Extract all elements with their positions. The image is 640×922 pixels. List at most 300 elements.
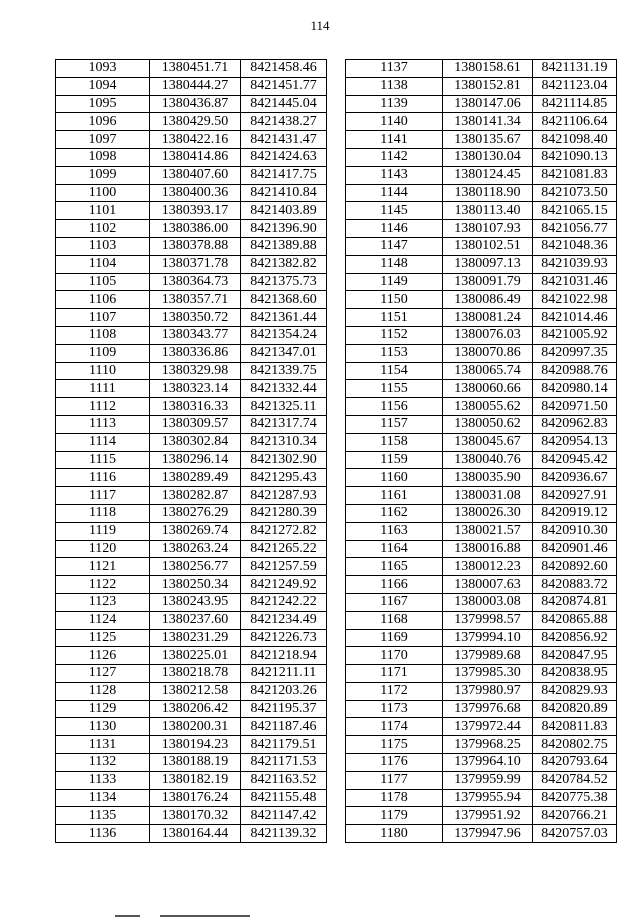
y-coordinate-cell: 8421081.83: [533, 166, 617, 184]
y-coordinate-cell: 8420847.95: [533, 647, 617, 665]
y-coordinate-cell: 8421114.85: [533, 95, 617, 113]
point-number-cell: 1099: [56, 166, 150, 184]
x-coordinate-cell: 1380243.95: [150, 593, 241, 611]
y-coordinate-cell: 8421098.40: [533, 131, 617, 149]
y-coordinate-cell: 8421171.53: [241, 754, 327, 772]
x-coordinate-cell: 1380188.19: [150, 754, 241, 772]
point-number-cell: 1127: [56, 665, 150, 683]
table-row: [56, 309, 327, 327]
table-row: [56, 469, 327, 487]
x-coordinate-cell: 1379955.94: [443, 789, 533, 807]
y-coordinate-cell: 8421424.63: [241, 148, 327, 166]
y-coordinate-cell: 8421310.34: [241, 433, 327, 451]
y-coordinate-cell: 8420874.81: [533, 593, 617, 611]
point-number-cell: 1123: [56, 593, 150, 611]
y-coordinate-cell: 8421368.60: [241, 291, 327, 309]
y-coordinate-cell: 8421005.92: [533, 326, 617, 344]
table-row: [346, 665, 617, 683]
point-number-cell: 1098: [56, 148, 150, 166]
table-row: [56, 380, 327, 398]
point-number-cell: 1151: [346, 309, 443, 327]
point-number-cell: 1121: [56, 558, 150, 576]
y-coordinate-cell: 8421339.75: [241, 362, 327, 380]
point-number-cell: 1145: [346, 202, 443, 220]
point-number-cell: 1157: [346, 415, 443, 433]
y-coordinate-cell: 8421187.46: [241, 718, 327, 736]
table-row: [346, 593, 617, 611]
y-coordinate-cell: 8421048.36: [533, 237, 617, 255]
y-coordinate-cell: 8421295.43: [241, 469, 327, 487]
table-row: [346, 309, 617, 327]
table-row: [346, 220, 617, 238]
x-coordinate-cell: 1380436.87: [150, 95, 241, 113]
y-coordinate-cell: 8420802.75: [533, 736, 617, 754]
table-row: [346, 807, 617, 825]
table-row: [56, 647, 327, 665]
y-coordinate-cell: 8420988.76: [533, 362, 617, 380]
x-coordinate-cell: 1379964.10: [443, 754, 533, 772]
y-coordinate-cell: 8421218.94: [241, 647, 327, 665]
x-coordinate-cell: 1380269.74: [150, 522, 241, 540]
table-row: [56, 326, 327, 344]
table-row: [346, 415, 617, 433]
y-coordinate-cell: 8421347.01: [241, 344, 327, 362]
table-row: [56, 60, 327, 78]
point-number-cell: 1118: [56, 504, 150, 522]
point-number-cell: 1137: [346, 60, 443, 78]
y-coordinate-cell: 8421195.37: [241, 700, 327, 718]
table-row: [346, 540, 617, 558]
y-coordinate-cell: 8420919.12: [533, 504, 617, 522]
point-number-cell: 1147: [346, 237, 443, 255]
x-coordinate-cell: 1379972.44: [443, 718, 533, 736]
y-coordinate-cell: 8421139.32: [241, 825, 327, 843]
table-row: [346, 113, 617, 131]
x-coordinate-cell: 1380141.34: [443, 113, 533, 131]
y-coordinate-cell: 8421234.49: [241, 611, 327, 629]
point-number-cell: 1150: [346, 291, 443, 309]
point-number-cell: 1134: [56, 789, 150, 807]
point-number-cell: 1161: [346, 487, 443, 505]
table-row: [346, 469, 617, 487]
table-row: [346, 273, 617, 291]
x-coordinate-cell: 1380040.76: [443, 451, 533, 469]
table-row: [346, 718, 617, 736]
y-coordinate-cell: 8420820.89: [533, 700, 617, 718]
table-row: [56, 522, 327, 540]
x-coordinate-cell: 1380250.34: [150, 576, 241, 594]
point-number-cell: 1115: [56, 451, 150, 469]
point-number-cell: 1106: [56, 291, 150, 309]
x-coordinate-cell: 1380276.29: [150, 504, 241, 522]
point-number-cell: 1105: [56, 273, 150, 291]
table-row: [346, 166, 617, 184]
y-coordinate-cell: 8420784.52: [533, 771, 617, 789]
table-row: [56, 576, 327, 594]
y-coordinate-cell: 8421417.75: [241, 166, 327, 184]
y-coordinate-cell: 8421014.46: [533, 309, 617, 327]
y-coordinate-cell: 8421302.90: [241, 451, 327, 469]
point-number-cell: 1102: [56, 220, 150, 238]
y-coordinate-cell: 8420954.13: [533, 433, 617, 451]
x-coordinate-cell: 1380016.88: [443, 540, 533, 558]
point-number-cell: 1103: [56, 237, 150, 255]
table-row: [56, 682, 327, 700]
x-coordinate-cell: 1379980.97: [443, 682, 533, 700]
point-number-cell: 1168: [346, 611, 443, 629]
x-coordinate-cell: 1379994.10: [443, 629, 533, 647]
x-coordinate-cell: 1380176.24: [150, 789, 241, 807]
point-number-cell: 1120: [56, 540, 150, 558]
y-coordinate-cell: 8421332.44: [241, 380, 327, 398]
y-coordinate-cell: 8421375.73: [241, 273, 327, 291]
y-coordinate-cell: 8421361.44: [241, 309, 327, 327]
table-row: [346, 487, 617, 505]
point-number-cell: 1177: [346, 771, 443, 789]
x-coordinate-cell: 1380107.93: [443, 220, 533, 238]
y-coordinate-cell: 8421458.46: [241, 60, 327, 78]
y-coordinate-cell: 8421056.77: [533, 220, 617, 238]
x-coordinate-cell: 1380050.62: [443, 415, 533, 433]
y-coordinate-cell: 8421287.93: [241, 487, 327, 505]
y-coordinate-cell: 8421242.22: [241, 593, 327, 611]
table-row: [346, 789, 617, 807]
x-coordinate-cell: 1380225.01: [150, 647, 241, 665]
table-row: [346, 611, 617, 629]
point-number-cell: 1156: [346, 398, 443, 416]
point-number-cell: 1125: [56, 629, 150, 647]
table-row: [346, 291, 617, 309]
table-row: [346, 771, 617, 789]
x-coordinate-cell: 1380336.86: [150, 344, 241, 362]
table-row: [346, 682, 617, 700]
x-coordinate-cell: 1379976.68: [443, 700, 533, 718]
table-row: [56, 825, 327, 843]
x-coordinate-cell: 1380124.45: [443, 166, 533, 184]
y-coordinate-cell: 8420945.42: [533, 451, 617, 469]
y-coordinate-cell: 8421280.39: [241, 504, 327, 522]
point-number-cell: 1095: [56, 95, 150, 113]
y-coordinate-cell: 8421203.26: [241, 682, 327, 700]
x-coordinate-cell: 1380200.31: [150, 718, 241, 736]
point-number-cell: 1180: [346, 825, 443, 843]
point-number-cell: 1170: [346, 647, 443, 665]
point-number-cell: 1153: [346, 344, 443, 362]
table-row: [346, 754, 617, 772]
y-coordinate-cell: 8421073.50: [533, 184, 617, 202]
table-row: [346, 736, 617, 754]
y-coordinate-cell: 8420927.91: [533, 487, 617, 505]
y-coordinate-cell: 8420865.88: [533, 611, 617, 629]
x-coordinate-cell: 1379947.96: [443, 825, 533, 843]
table-row: [56, 237, 327, 255]
point-number-cell: 1116: [56, 469, 150, 487]
y-coordinate-cell: 8420997.35: [533, 344, 617, 362]
x-coordinate-cell: 1380289.49: [150, 469, 241, 487]
point-number-cell: 1126: [56, 647, 150, 665]
point-number-cell: 1094: [56, 77, 150, 95]
x-coordinate-cell: 1380135.67: [443, 131, 533, 149]
point-number-cell: 1096: [56, 113, 150, 131]
x-coordinate-cell: 1380118.90: [443, 184, 533, 202]
table-row: [56, 148, 327, 166]
y-coordinate-cell: 8421163.52: [241, 771, 327, 789]
point-number-cell: 1133: [56, 771, 150, 789]
point-number-cell: 1162: [346, 504, 443, 522]
table-row: [346, 77, 617, 95]
point-number-cell: 1140: [346, 113, 443, 131]
point-number-cell: 1129: [56, 700, 150, 718]
point-number-cell: 1142: [346, 148, 443, 166]
x-coordinate-cell: 1379985.30: [443, 665, 533, 683]
point-number-cell: 1107: [56, 309, 150, 327]
x-coordinate-cell: 1380164.44: [150, 825, 241, 843]
y-coordinate-cell: 8421065.15: [533, 202, 617, 220]
x-coordinate-cell: 1380444.27: [150, 77, 241, 95]
x-coordinate-cell: 1380263.24: [150, 540, 241, 558]
point-number-cell: 1104: [56, 255, 150, 273]
point-number-cell: 1097: [56, 131, 150, 149]
point-number-cell: 1169: [346, 629, 443, 647]
table-row: [346, 362, 617, 380]
x-coordinate-cell: 1380212.58: [150, 682, 241, 700]
point-number-cell: 1148: [346, 255, 443, 273]
table-row: [56, 540, 327, 558]
x-coordinate-cell: 1380371.78: [150, 255, 241, 273]
y-coordinate-cell: 8420775.38: [533, 789, 617, 807]
point-number-cell: 1165: [346, 558, 443, 576]
x-coordinate-cell: 1380158.61: [443, 60, 533, 78]
x-coordinate-cell: 1380429.50: [150, 113, 241, 131]
y-coordinate-cell: 8421438.27: [241, 113, 327, 131]
y-coordinate-cell: 8421226.73: [241, 629, 327, 647]
table-row: [56, 558, 327, 576]
x-coordinate-cell: 1380055.62: [443, 398, 533, 416]
table-row: [56, 291, 327, 309]
point-number-cell: 1128: [56, 682, 150, 700]
page-number: 114: [310, 18, 330, 33]
table-row: [56, 184, 327, 202]
y-coordinate-cell: 8420936.67: [533, 469, 617, 487]
y-coordinate-cell: 8421317.74: [241, 415, 327, 433]
x-coordinate-cell: 1380182.19: [150, 771, 241, 789]
x-coordinate-cell: 1379998.57: [443, 611, 533, 629]
point-number-cell: 1159: [346, 451, 443, 469]
x-coordinate-cell: 1380237.60: [150, 611, 241, 629]
table-row: [56, 700, 327, 718]
point-number-cell: 1136: [56, 825, 150, 843]
point-number-cell: 1176: [346, 754, 443, 772]
x-coordinate-cell: 1380302.84: [150, 433, 241, 451]
point-number-cell: 1112: [56, 398, 150, 416]
table-row: [346, 451, 617, 469]
y-coordinate-cell: 8421249.92: [241, 576, 327, 594]
x-coordinate-cell: 1380065.74: [443, 362, 533, 380]
x-coordinate-cell: 1380026.30: [443, 504, 533, 522]
table-row: [56, 77, 327, 95]
point-number-cell: 1111: [56, 380, 150, 398]
point-number-cell: 1131: [56, 736, 150, 754]
table-row: [56, 415, 327, 433]
x-coordinate-cell: 1380309.57: [150, 415, 241, 433]
y-coordinate-cell: 8421272.82: [241, 522, 327, 540]
y-coordinate-cell: 8421106.64: [533, 113, 617, 131]
table-row: [56, 433, 327, 451]
x-coordinate-cell: 1380393.17: [150, 202, 241, 220]
y-coordinate-cell: 8421389.88: [241, 237, 327, 255]
footer-scan-mark: [160, 915, 250, 917]
point-number-cell: 1122: [56, 576, 150, 594]
x-coordinate-cell: 1380091.79: [443, 273, 533, 291]
table-row: [346, 237, 617, 255]
point-number-cell: 1144: [346, 184, 443, 202]
x-coordinate-cell: 1380081.24: [443, 309, 533, 327]
y-coordinate-cell: 8420838.95: [533, 665, 617, 683]
x-coordinate-cell: 1380422.16: [150, 131, 241, 149]
table-row: [346, 380, 617, 398]
table-row: [56, 487, 327, 505]
point-number-cell: 1155: [346, 380, 443, 398]
table-row: [56, 398, 327, 416]
y-coordinate-cell: 8421445.04: [241, 95, 327, 113]
x-coordinate-cell: 1380130.04: [443, 148, 533, 166]
x-coordinate-cell: 1380097.13: [443, 255, 533, 273]
y-coordinate-cell: 8421147.42: [241, 807, 327, 825]
x-coordinate-cell: 1380086.49: [443, 291, 533, 309]
x-coordinate-cell: 1380323.14: [150, 380, 241, 398]
x-coordinate-cell: 1380357.71: [150, 291, 241, 309]
table-row: [56, 789, 327, 807]
x-coordinate-cell: 1380316.33: [150, 398, 241, 416]
point-number-cell: 1160: [346, 469, 443, 487]
y-coordinate-cell: 8421265.22: [241, 540, 327, 558]
x-coordinate-cell: 1379951.92: [443, 807, 533, 825]
point-number-cell: 1175: [346, 736, 443, 754]
x-coordinate-cell: 1380031.08: [443, 487, 533, 505]
y-coordinate-cell: 8421382.82: [241, 255, 327, 273]
point-number-cell: 1100: [56, 184, 150, 202]
point-number-cell: 1138: [346, 77, 443, 95]
table-row: [346, 326, 617, 344]
table-row: [346, 433, 617, 451]
x-coordinate-cell: 1380231.29: [150, 629, 241, 647]
point-number-cell: 1143: [346, 166, 443, 184]
table-row: [56, 202, 327, 220]
table-row: [346, 95, 617, 113]
table-row: [346, 558, 617, 576]
point-number-cell: 1132: [56, 754, 150, 772]
point-number-cell: 1167: [346, 593, 443, 611]
x-coordinate-cell: 1380035.90: [443, 469, 533, 487]
point-number-cell: 1130: [56, 718, 150, 736]
point-number-cell: 1139: [346, 95, 443, 113]
table-row: [346, 148, 617, 166]
x-coordinate-cell: 1380007.63: [443, 576, 533, 594]
table-row: [346, 522, 617, 540]
y-coordinate-cell: 8421257.59: [241, 558, 327, 576]
point-number-cell: 1149: [346, 273, 443, 291]
y-coordinate-cell: 8421354.24: [241, 326, 327, 344]
y-coordinate-cell: 8421451.77: [241, 77, 327, 95]
table-row: [56, 593, 327, 611]
table-row: [56, 131, 327, 149]
x-coordinate-cell: 1380045.67: [443, 433, 533, 451]
y-coordinate-cell: 8420910.30: [533, 522, 617, 540]
point-number-cell: 1172: [346, 682, 443, 700]
table-row: [56, 95, 327, 113]
x-coordinate-cell: 1380152.81: [443, 77, 533, 95]
x-coordinate-cell: 1380102.51: [443, 237, 533, 255]
point-number-cell: 1113: [56, 415, 150, 433]
point-number-cell: 1171: [346, 665, 443, 683]
point-number-cell: 1173: [346, 700, 443, 718]
y-coordinate-cell: 8421039.93: [533, 255, 617, 273]
point-number-cell: 1124: [56, 611, 150, 629]
coordinates-table-right: [345, 59, 617, 843]
x-coordinate-cell: 1380194.23: [150, 736, 241, 754]
x-coordinate-cell: 1380407.60: [150, 166, 241, 184]
y-coordinate-cell: 8421325.11: [241, 398, 327, 416]
point-number-cell: 1117: [56, 487, 150, 505]
x-coordinate-cell: 1380282.87: [150, 487, 241, 505]
x-coordinate-cell: 1380218.78: [150, 665, 241, 683]
table-row: [56, 718, 327, 736]
table-row: [56, 736, 327, 754]
point-number-cell: 1114: [56, 433, 150, 451]
table-row: [56, 220, 327, 238]
y-coordinate-cell: 8421410.84: [241, 184, 327, 202]
x-coordinate-cell: 1380060.66: [443, 380, 533, 398]
table-row: [346, 700, 617, 718]
y-coordinate-cell: 8421155.48: [241, 789, 327, 807]
table-row: [56, 629, 327, 647]
y-coordinate-cell: 8421211.11: [241, 665, 327, 683]
x-coordinate-cell: 1380400.36: [150, 184, 241, 202]
table-row: [56, 255, 327, 273]
x-coordinate-cell: 1380296.14: [150, 451, 241, 469]
x-coordinate-cell: 1380003.08: [443, 593, 533, 611]
y-coordinate-cell: 8421431.47: [241, 131, 327, 149]
y-coordinate-cell: 8420962.83: [533, 415, 617, 433]
table-row: [346, 131, 617, 149]
point-number-cell: 1164: [346, 540, 443, 558]
coordinates-table-left: [55, 59, 327, 843]
point-number-cell: 1108: [56, 326, 150, 344]
x-coordinate-cell: 1380451.71: [150, 60, 241, 78]
x-coordinate-cell: 1380206.42: [150, 700, 241, 718]
y-coordinate-cell: 8420793.64: [533, 754, 617, 772]
point-number-cell: 1135: [56, 807, 150, 825]
point-number-cell: 1178: [346, 789, 443, 807]
table-row: [56, 665, 327, 683]
table-row: [346, 825, 617, 843]
point-number-cell: 1093: [56, 60, 150, 78]
point-number-cell: 1141: [346, 131, 443, 149]
y-coordinate-cell: 8420883.72: [533, 576, 617, 594]
point-number-cell: 1119: [56, 522, 150, 540]
point-number-cell: 1154: [346, 362, 443, 380]
point-number-cell: 1152: [346, 326, 443, 344]
table-row: [56, 504, 327, 522]
table-row: [56, 611, 327, 629]
y-coordinate-cell: 8420856.92: [533, 629, 617, 647]
table-row: [346, 60, 617, 78]
x-coordinate-cell: 1379989.68: [443, 647, 533, 665]
y-coordinate-cell: 8421179.51: [241, 736, 327, 754]
point-number-cell: 1101: [56, 202, 150, 220]
x-coordinate-cell: 1380021.57: [443, 522, 533, 540]
point-number-cell: 1158: [346, 433, 443, 451]
